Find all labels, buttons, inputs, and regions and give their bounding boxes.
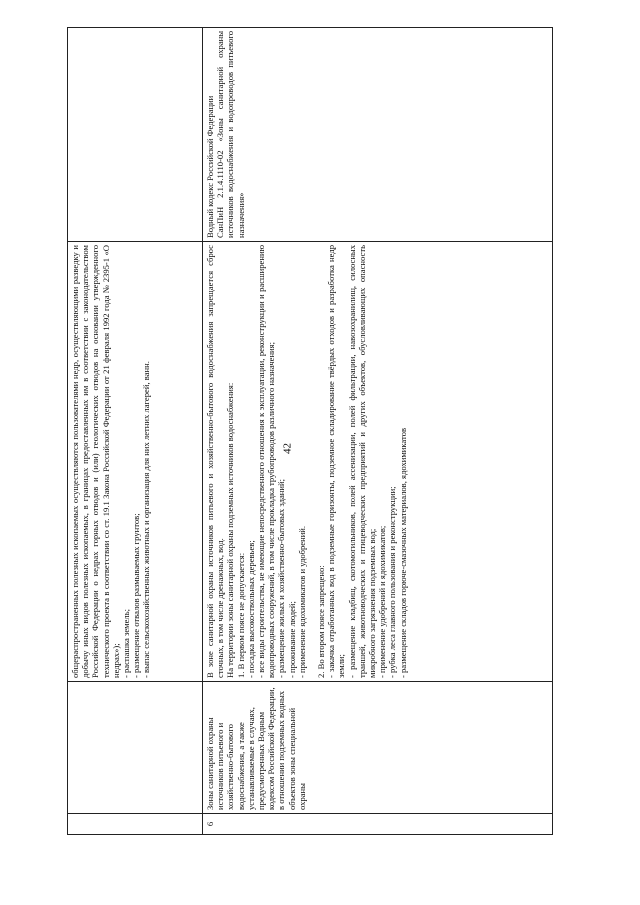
restriction-text: - посадка высокоствольных деревьев; bbox=[245, 540, 256, 678]
restriction-text: - применение удобрений и ядохимикатов; bbox=[377, 525, 388, 678]
restriction-text: В зоне санитарной охраны источников питьевого и хозяйственно-бытового водоснабжения запрещается сброс сточных, в том числе дренажных, вод. bbox=[205, 245, 226, 678]
source-reference: СанПиН 2.1.4.1110-02 «Зоны санитарной охраны источников водоснабжения и водопроводов питьевого назначения» bbox=[215, 31, 246, 238]
restrictions-cell bbox=[68, 242, 203, 682]
restriction-text: - проживание людей; bbox=[286, 601, 297, 678]
restriction-text: На территории зоны санитарной охраны подземных источников водоснабжения: bbox=[225, 382, 236, 678]
restriction-text: - размещение кладбищ, скотомогильников, полей ассенизации, полей фильтрации, навозохранилищ, силосных траншей, животноводческих и птицеводческих предприятий и других объектов, обусловливающих опасность микробного загрязнения подземных вод; bbox=[346, 245, 378, 678]
sources-cell bbox=[203, 28, 553, 242]
table-row bbox=[203, 28, 553, 835]
restriction-text: 2. Во втором поясе запрещено: bbox=[316, 565, 327, 678]
restriction-text: - все виды строительства, не имеющие непосредственного отношения к эксплуатации, реконструкции и расширению водопроводных сооружений, в том числе прокладка трубопроводов различного назначения; bbox=[256, 245, 277, 678]
zone-name-cell bbox=[68, 682, 203, 814]
restriction-text: 1. В первом поясе не допускается: bbox=[235, 552, 246, 678]
restriction-text: - выпас сельскохозяйственных животных и организация для них летних лагерей, ванн. bbox=[141, 361, 152, 678]
row-number-cell bbox=[68, 814, 203, 835]
restrictions-cell bbox=[203, 242, 553, 682]
restriction-text: - размещение жилых и хозяйственно-бытовых зданий; bbox=[276, 479, 287, 678]
landscape-page bbox=[67, 31, 552, 835]
zones-table bbox=[67, 27, 553, 835]
table-row bbox=[68, 28, 203, 835]
zone-name-cell: Зоны санитарной охраны источников питьевого и хозяйственно-бытового водоснабжения, а также устанавливаемые в случаях, предусмотренных Водным кодексом Российской Федерации, в отношении подземных водных объектов зоны специальной охраны bbox=[203, 682, 553, 814]
restriction-text: - применение ядохимикатов и удобрений. bbox=[296, 525, 307, 678]
restriction-text: - распашка земель; bbox=[121, 608, 132, 678]
paragraph-gap bbox=[307, 245, 316, 678]
sources-cell bbox=[68, 28, 203, 242]
page-number: 42 bbox=[281, 443, 294, 454]
source-reference: Водный кодекс Российской Федерации bbox=[205, 95, 215, 238]
restriction-text: - размещение складов горюче-смазочных материалов, ядохимикатов bbox=[397, 427, 408, 678]
row-number-cell: 6 bbox=[203, 814, 553, 835]
restriction-text: общераспространенных полезных ископаемых осуществляются пользователями недр, осуществляющими разведку и добычу иных видов полезных ископаемых, в границах предоставленных им в соответствии с законодательством Российской Федерации о недрах горных отводов и (или) геологических отводов на основании утвержденного технического проекта в соответствии со ст. 19.1 Закона Российской Федерации от 21 февраля 1992 года № 2395-1 «О недрах»); bbox=[70, 245, 121, 678]
restriction-text: - закачка отработанных вод в подземные горизонты, подземное складирование твёрдых отходов и разработка недр земли; bbox=[326, 245, 347, 678]
restriction-text: - рубка леса главного пользования и реконструкции; bbox=[387, 486, 398, 678]
restriction-text: - размещение отвалов размываемых грунтов; bbox=[131, 513, 142, 678]
